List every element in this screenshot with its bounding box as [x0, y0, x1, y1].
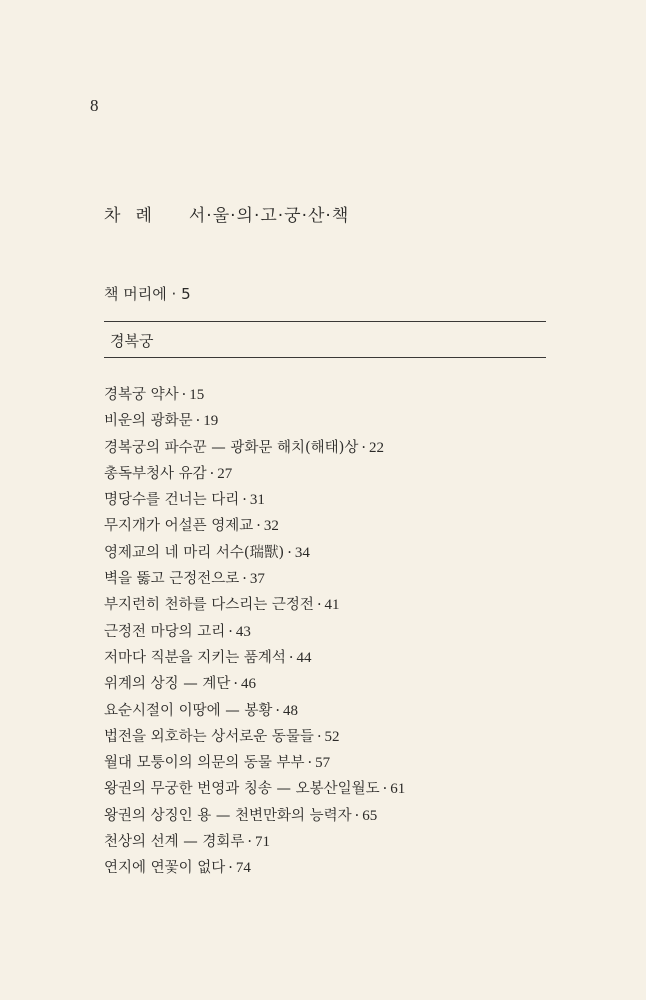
- toc-entry-page: 41: [324, 597, 340, 614]
- separator-dot: ·: [361, 439, 366, 456]
- separator-dot: ·: [195, 413, 201, 430]
- toc-entry-page: 43: [235, 623, 251, 640]
- toc-entry-page: 71: [255, 834, 270, 851]
- toc-entry: [104, 619, 405, 645]
- separator-dot: ·: [209, 465, 215, 482]
- separator-dot: ·: [171, 285, 177, 303]
- toc-entry-list: [104, 382, 405, 882]
- page-number: 8: [90, 96, 99, 115]
- toc-entry: [104, 487, 405, 513]
- toc-entry-page: 61: [390, 781, 406, 798]
- separator-dot: ·: [228, 623, 233, 640]
- toc-entry-title: 왕권의 상징인 용 — 천변만화의 능력자: [104, 807, 352, 824]
- toc-entry-page: 52: [324, 728, 340, 745]
- separator-dot: ·: [316, 597, 322, 614]
- toc-entry-title: 천상의 선계 — 경회루: [104, 834, 245, 851]
- toc-entry: [104, 671, 405, 697]
- toc-entry: [104, 461, 405, 487]
- toc-entry: [104, 566, 405, 592]
- separator-dot: ·: [242, 492, 247, 509]
- toc-entry-page: 22: [368, 439, 384, 456]
- toc-entry-title: 비운의 광화문: [104, 413, 193, 430]
- separator-dot: ·: [287, 544, 292, 561]
- toc-entry-page: 44: [296, 649, 312, 666]
- toc-entry: [104, 750, 405, 776]
- toc-entry-page: 32: [263, 518, 279, 535]
- toc-entry-page: 19: [203, 413, 219, 430]
- toc-entry: [104, 803, 405, 829]
- toc-entry-title: 경복궁 약사: [104, 387, 179, 403]
- toc-entry-page: 37: [249, 571, 265, 588]
- toc-entry-title: 경복궁의 파수꾼 — 광화문 해치(해태)상: [104, 439, 359, 456]
- preface-entry: [104, 283, 191, 304]
- toc-subtitle: 서·울·의·고·궁·산·책: [188, 206, 350, 226]
- toc-entry-title: 무지개가 어설픈 영제교: [104, 518, 254, 535]
- separator-dot: ·: [233, 676, 238, 693]
- toc-entry-title: 왕권의 무궁한 번영과 칭송 — 오봉산일월도: [104, 781, 380, 798]
- toc-entry-title: 부지런히 천하를 다스리는 근정전: [104, 597, 314, 614]
- separator-dot: ·: [228, 860, 233, 877]
- toc-entry-title: 벽을 뚫고 근정전으로: [104, 571, 240, 588]
- toc-entry-title: 위계의 상징 — 계단: [104, 676, 231, 693]
- toc-entry: [104, 435, 405, 461]
- toc-entry: [104, 382, 405, 408]
- separator-dot: ·: [181, 387, 187, 403]
- toc-entry: [104, 724, 405, 750]
- toc-entry-page: 31: [249, 492, 265, 509]
- section-rule-top: [104, 321, 546, 322]
- toc-entry: [104, 698, 405, 724]
- toc-entry: [104, 855, 405, 881]
- toc-entry-page: 65: [362, 807, 378, 824]
- toc-entry: [104, 540, 405, 566]
- separator-dot: ·: [275, 702, 281, 719]
- separator-dot: ·: [247, 834, 252, 851]
- toc-entry-title: 명당수를 건너는 다리: [104, 492, 240, 509]
- toc-entry-page: 48: [283, 702, 299, 719]
- toc-entry-page: 27: [217, 465, 233, 482]
- separator-dot: ·: [256, 518, 261, 535]
- toc-entry-page: 34: [294, 544, 310, 561]
- toc-heading: [104, 201, 349, 226]
- toc-entry-page: 46: [241, 676, 256, 693]
- toc-entry-page: 57: [315, 755, 331, 772]
- separator-dot: ·: [316, 728, 322, 745]
- toc-entry-title: 연지에 연꽃이 없다: [104, 860, 226, 877]
- toc-title-char: 차: [104, 206, 122, 226]
- toc-entry-title: 법전을 외호하는 상서로운 동물들: [104, 728, 314, 745]
- toc-entry-title: 저마다 직분을 지키는 품계석: [104, 649, 286, 666]
- separator-dot: ·: [288, 649, 294, 666]
- preface-page: 5: [181, 285, 191, 303]
- toc-entry: [104, 513, 405, 539]
- toc-entry-page: 15: [189, 387, 205, 403]
- toc-entry-title: 월대 모퉁이의 의문의 동물 부부: [104, 755, 305, 772]
- toc-entry: [104, 592, 405, 618]
- section-title: 경복궁: [110, 332, 154, 350]
- toc-entry-title: 영제교의 네 마리 서수(瑞獸): [104, 544, 285, 561]
- toc-entry: [104, 829, 405, 855]
- separator-dot: ·: [382, 781, 388, 798]
- toc-entry: [104, 776, 405, 802]
- toc-entry-title: 요순시절이 이땅에 — 봉황: [104, 702, 273, 719]
- toc-entry: [104, 645, 405, 671]
- toc-entry-title: 근정전 마당의 고리: [104, 623, 226, 640]
- separator-dot: ·: [242, 571, 247, 588]
- section-rule-bottom: [104, 357, 546, 358]
- separator-dot: ·: [307, 755, 313, 772]
- toc-entry: [104, 408, 405, 434]
- toc-title-char: 례: [135, 206, 153, 226]
- toc-entry-page: 74: [235, 860, 251, 877]
- preface-title: 책 머리에: [104, 285, 167, 303]
- toc-entry-title: 총독부청사 유감: [104, 465, 207, 482]
- separator-dot: ·: [354, 807, 360, 824]
